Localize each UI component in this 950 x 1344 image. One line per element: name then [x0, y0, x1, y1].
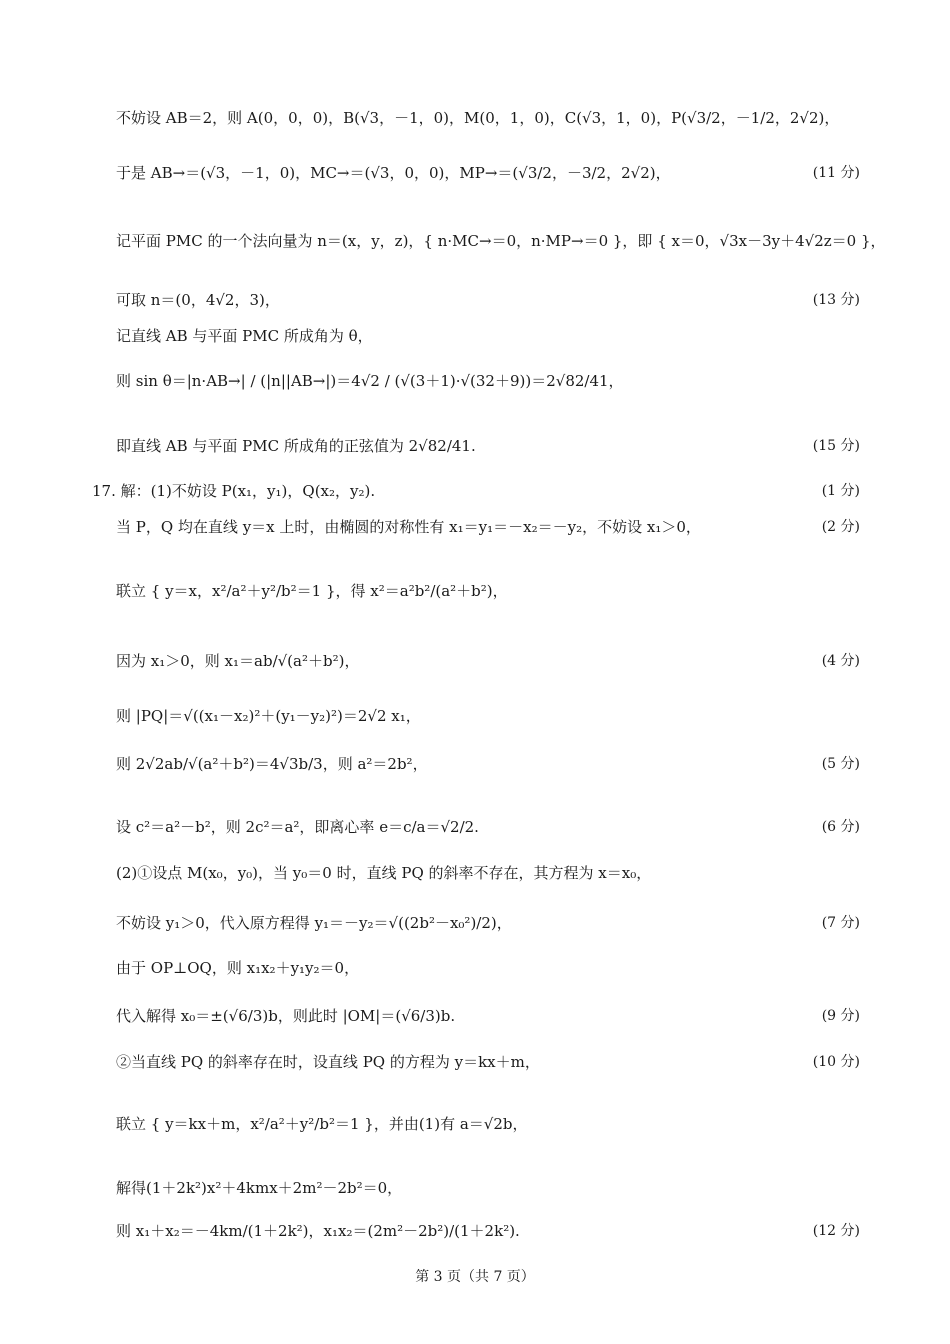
line-text: 记平面 PMC 的一个法向量为 n＝(x，y，z)，{ n·MC→＝0，n·MP→＝0 }，即 { x＝0，√3x－3y＋4√2z＝0 }， — [116, 231, 886, 250]
line-text: 设 c²＝a²－b²，则 2c²＝a²，即离心率 e＝c/a＝√2/2. — [116, 817, 479, 836]
score-mark: (9 分) — [821, 1008, 860, 1024]
score-mark: (12 分) — [812, 1223, 860, 1239]
solution-line-6 — [116, 365, 860, 395]
line-text: 不妨设 y₁＞0，代入原方程得 y₁＝－y₂＝√((2b²－x₀²)/2)， — [116, 913, 512, 932]
solution-line-11 — [116, 645, 860, 675]
solution-line-17 — [116, 952, 860, 982]
solution-line-15 — [116, 857, 860, 887]
line-text: (2)①设点 M(x₀，y₀)，当 y₀＝0 时，直线 PQ 的斜率不存在，其方程为 x＝x₀， — [116, 863, 652, 882]
solution-line-19 — [116, 1046, 860, 1076]
line-text: 记直线 AB 与平面 PMC 所成角为 θ， — [116, 326, 373, 345]
solution-line-12 — [116, 700, 860, 730]
line-text: 于是 AB→＝(√3，－1，0)，MC→＝(√3，0，0)，MP→＝(√3/2，－3/2，2√2)， — [116, 163, 671, 182]
line-text: 17. 解：(1)不妨设 P(x₁，y₁)，Q(x₂，y₂). — [92, 481, 376, 500]
solution-line-3 — [116, 225, 886, 255]
line-text: 则 2√2ab/√(a²＋b²)＝4√3b/3，则 a²＝2b²， — [116, 754, 428, 773]
solution-line-22 — [116, 1215, 860, 1245]
score-mark: (7 分) — [821, 915, 860, 931]
line-text: 联立 { y＝x，x²/a²＋y²/b²＝1 }，得 x²＝a²b²/(a²＋b²)， — [116, 581, 508, 600]
score-mark: (15 分) — [812, 438, 860, 454]
solution-line-20 — [116, 1108, 860, 1138]
solution-line-16 — [116, 907, 860, 937]
score-mark: (2 分) — [821, 519, 860, 535]
solution-line-10 — [116, 575, 860, 605]
score-mark: (4 分) — [821, 653, 860, 669]
line-text: 联立 { y＝kx＋m，x²/a²＋y²/b²＝1 }，并由(1)有 a＝√2b， — [116, 1114, 528, 1133]
line-text: 因为 x₁＞0，则 x₁＝ab/√(a²＋b²)， — [116, 651, 360, 670]
line-text: 解得(1＋2k²)x²＋4kmx＋2m²－2b²＝0， — [116, 1178, 403, 1197]
line-text: 当 P，Q 均在直线 y＝x 上时，由椭圆的对称性有 x₁＝y₁＝－x₂＝－y₂，不妨设 x₁＞0， — [116, 517, 701, 536]
problem-17-heading — [92, 476, 860, 504]
line-text: 则 sin θ＝|n·AB→| / (|n||AB→|)＝4√2 / (√(3＋1)·√(32＋9))＝2√82/41， — [116, 371, 624, 390]
solution-line-5 — [116, 320, 860, 350]
solution-line-18 — [116, 1000, 860, 1030]
line-text: 则 |PQ|＝√((x₁－x₂)²＋(y₁－y₂)²)＝2√2 x₁， — [116, 706, 421, 725]
solution-line-14 — [116, 811, 860, 841]
page-number-footer: 第 3 页（共 7 页） — [415, 1269, 535, 1285]
solution-line-4 — [116, 284, 860, 314]
line-text: 则 x₁＋x₂＝－4km/(1＋2k²)，x₁x₂＝(2m²－2b²)/(1＋2k²). — [116, 1221, 520, 1240]
score-mark: (11 分) — [812, 165, 860, 181]
solution-line-1 — [116, 102, 860, 132]
score-mark: (5 分) — [821, 756, 860, 772]
score-mark: (1 分) — [821, 483, 860, 499]
line-text: 可取 n＝(0，4√2，3)， — [116, 290, 280, 309]
solution-line-13 — [116, 748, 860, 778]
line-text: 由于 OP⊥OQ，则 x₁x₂＋y₁y₂＝0， — [116, 958, 360, 977]
solution-line-9 — [116, 512, 860, 540]
solution-line-7 — [116, 430, 860, 460]
line-text: 不妨设 AB＝2，则 A(0，0，0)，B(√3，－1，0)，M(0，1，0)，C(√3，1，0)，P(√3/2，－1/2，2√2)， — [116, 108, 840, 127]
line-text: 即直线 AB 与平面 PMC 所成角的正弦值为 2√82/41. — [116, 436, 476, 455]
score-mark: (6 分) — [821, 819, 860, 835]
solution-line-21 — [116, 1172, 860, 1202]
line-text: ②当直线 PQ 的斜率存在时，设直线 PQ 的方程为 y＝kx＋m， — [116, 1052, 540, 1071]
score-mark: (10 分) — [812, 1054, 860, 1070]
score-mark: (13 分) — [812, 292, 860, 308]
solution-line-2 — [116, 157, 860, 187]
line-text: 代入解得 x₀＝±(√6/3)b，则此时 |OM|＝(√6/3)b. — [116, 1006, 456, 1025]
